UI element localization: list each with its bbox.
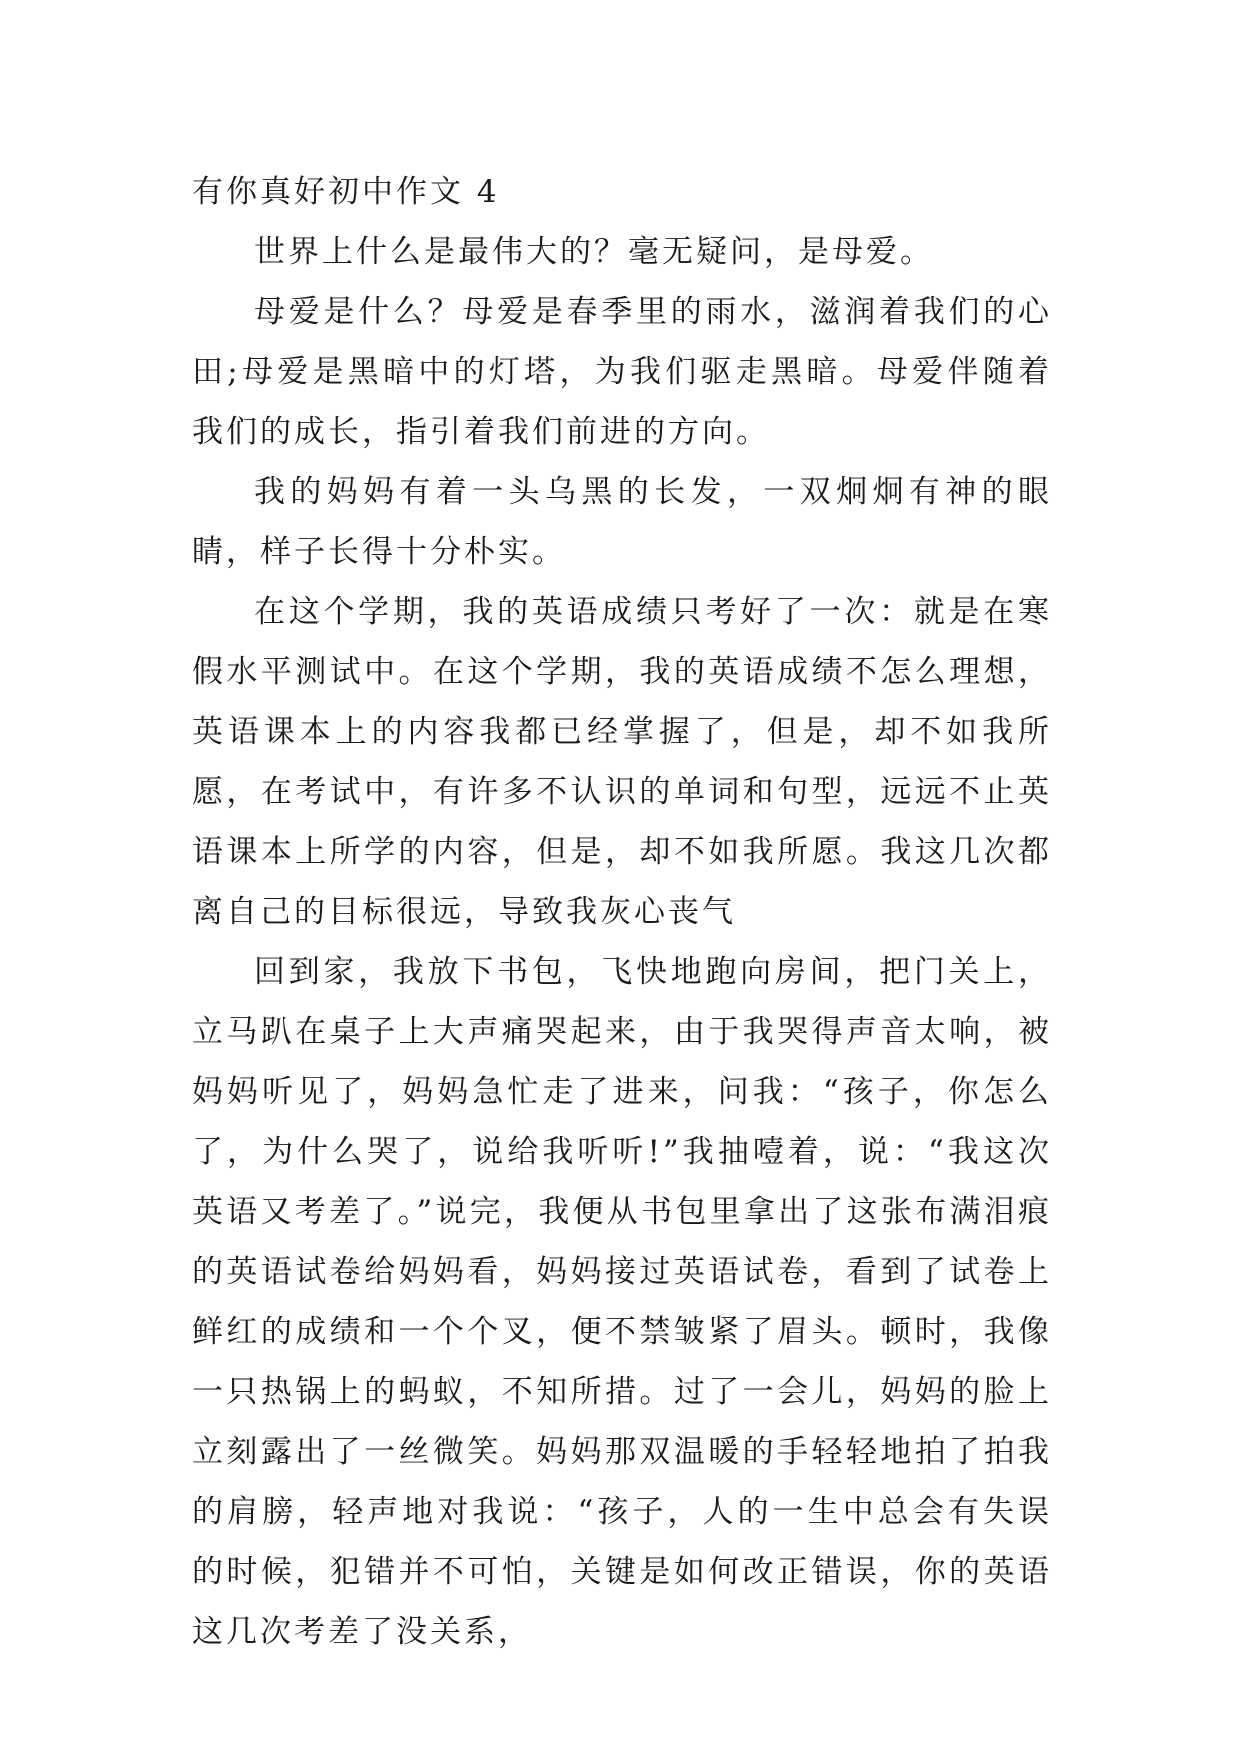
paragraph-1: 世界上什么是最伟大的？毫无疑问，是母爱。 bbox=[254, 234, 934, 270]
paragraph-2: 母爱是什么？母爱是春季里的雨水，滋润着我们的心田;母爱是黑暗中的灯塔，为我们驱走黑暗。母爱伴随着我们的成长，指引着我们前进的方向。 bbox=[192, 294, 1052, 450]
paragraph-4: 在这个学期，我的英语成绩只考好了一次：就是在寒假水平测试中。在这个学期，我的英语成绩不怎么理想，英语课本上的内容我都已经掌握了，但是，却不如我所愿，在考试中，有许多不认识的单词和句型，远远不止英语课本上所学的内容，但是，却不如我所愿。我这几次都离自己的目标很远，导致我灰心丧气 bbox=[192, 594, 1052, 930]
document-body bbox=[192, 162, 1052, 1662]
paragraph-3: 我的妈妈有着一头乌黑的长发，一双炯炯有神的眼睛，样子长得十分朴实。 bbox=[192, 474, 1052, 570]
paragraph-5: 回到家，我放下书包，飞快地跑向房间，把门关上，立马趴在桌子上大声痛哭起来，由于我哭得声音太响，被妈妈听见了，妈妈急忙走了进来，问我：“孩子，你怎么了，为什么哭了，说给我听听!”我抽噎着，说：“我这次英语又考差了。”说完，我便从书包里拿出了这张布满泪痕的英语试卷给妈妈看，妈妈接过英语试卷，看到了试卷上鲜红的成绩和一个个叉，便不禁皱紧了眉头。顿时，我像一只热锅上的蚂蚁，不知所措。过了一会儿，妈妈的脸上立刻露出了一丝微笑。妈妈那双温暖的手轻轻地拍了拍我的肩膀，轻声地对我说：“孩子，人的一生中总会有失误的时候，犯错并不可怕，关键是如何改正错误，你的英语这几次考差了没关系， bbox=[192, 954, 1052, 1650]
document-title: 有你真好初中作文 4 bbox=[192, 174, 500, 210]
